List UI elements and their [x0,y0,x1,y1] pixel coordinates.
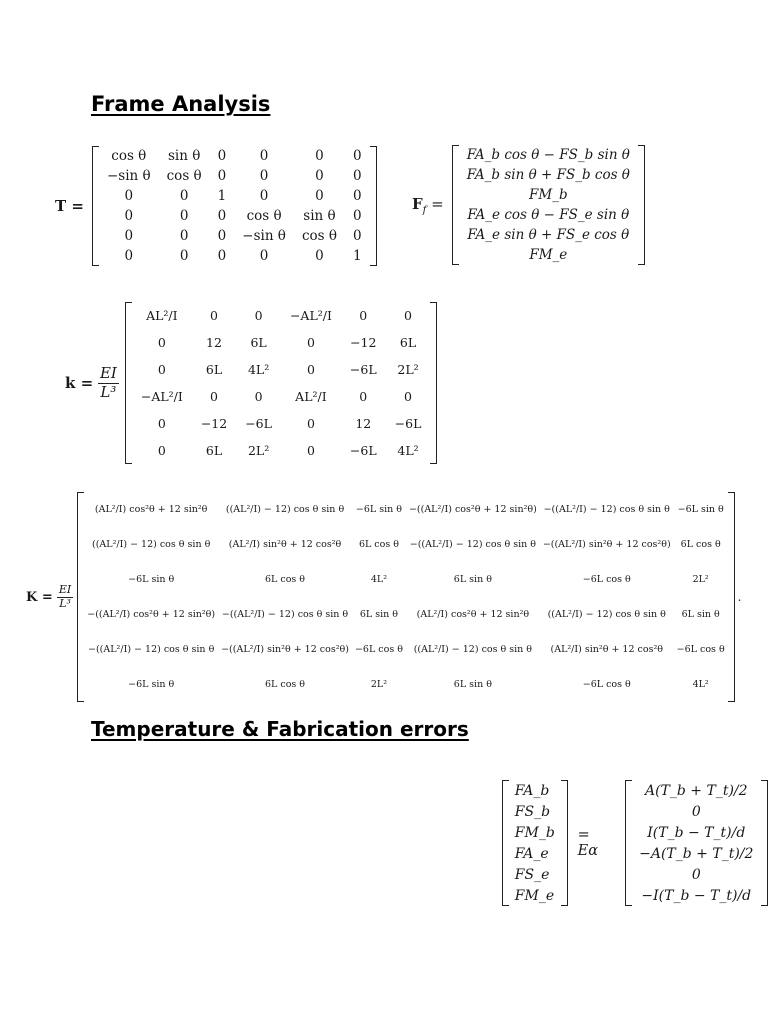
bracket-right [638,145,645,265]
matrix-cell: −6L cos θ [676,644,725,655]
equation-force-vector [412,145,645,265]
matrix-cell: −6L [394,416,422,431]
matrix-cell: 0 [217,148,227,164]
matrix-cell: 6L [205,443,223,458]
equation-lhs-Ff: $F_f$ = [412,194,444,216]
matrix-cell: 0 [259,248,269,264]
vector-temperature-rhs [625,780,768,906]
equation-temperature-fabrication [502,780,768,906]
matrix-cell: 12 [355,416,372,431]
matrix-cell: 0 [124,248,134,264]
matrix-cell: −sin θ [106,168,151,184]
equation-global-stiffness [26,492,742,702]
matrix-cell: 2L² [247,443,270,458]
equation-lhs-T: T = [55,197,84,215]
matrix-cell: −6L sin θ [128,574,175,585]
matrix-cell: 0 [157,443,166,458]
equation-transformation-matrix [55,146,377,266]
matrix-cell: −((AL²/I) − 12) cos θ sin θ [409,539,537,550]
matrix-cell: 0 [315,248,324,264]
matrix-cell: 0 [691,803,701,820]
matrix-cell: cos θ [166,168,202,184]
matrix-cell: 0 [352,168,362,184]
matrix-cell: FM_e [529,247,568,263]
matrix-cell: 1 [217,188,227,204]
matrix-k [125,302,438,464]
matrix-cell: 6L [399,335,417,350]
matrix-cell: 0 [306,362,315,377]
matrix-cell: −12 [200,416,228,431]
bracket-left [92,146,99,266]
matrix-cell: ((AL²/I) − 12) cos θ sin θ [413,644,533,655]
matrix-cell: −((AL²/I) cos²θ + 12 sin²θ) [408,504,537,515]
matrix-cell: ((AL²/I) − 12) cos θ sin θ [225,504,345,515]
matrix-cell: AL²/I [295,389,327,404]
matrix-cell: 0 [352,148,362,164]
matrix-cell: FA_e [514,845,549,862]
matrix-cell: 0 [217,208,227,224]
matrix-cell: sin θ [303,208,336,224]
matrix-cell: −6L [349,362,377,377]
matrix-cell: −I(T_b − T_t)/d [641,887,752,904]
matrix-cell: −6L sin θ [355,504,402,515]
matrix-cell: 6L cos θ [358,539,399,550]
bracket-right [761,780,767,906]
bracket-left [452,145,459,265]
matrix-cell: −AL²/I [289,308,332,323]
matrix-cell: −6L cos θ [582,574,631,585]
matrix-cell: I(T_b − T_t)/d [647,824,746,841]
matrix-cell: −6L [349,443,377,458]
matrix-cell: 0 [124,208,134,224]
matrix-cell: −6L cos θ [354,644,403,655]
equation-lhs-K: K = $\frac{EI}{\text{L³}}$ [26,582,72,610]
matrix-cell: 4L² [397,443,419,458]
matrix-cell: A(T_b + T_t)/2 [644,782,748,799]
matrix-cell: 6L [250,335,267,350]
matrix-cell: AL²/I [146,308,178,323]
matrix-cell: 4L² [692,679,709,690]
bracket-right [430,302,437,464]
matrix-cell: 0 [315,188,324,204]
matrix-cell: 6L sin θ [453,574,492,585]
matrix-cell: sin θ [167,148,201,164]
matrix-cell: 6L sin θ [453,679,492,690]
bracket-left [625,780,631,906]
matrix-cell: −((AL²/I) − 12) cos θ sin θ [543,504,670,515]
matrix-cell: 6L cos θ [265,679,306,690]
bracket-right [561,780,567,906]
matrix-cell: 0 [124,188,134,204]
matrix-cell: −12 [350,335,377,350]
equation-lhs-k: k = $\frac{EI}{\text{L³}}$ [65,364,117,401]
matrix-cell: 2L² [370,679,388,690]
equation-local-stiffness [65,302,437,464]
matrix-cell: 0 [404,389,412,404]
matrix-cell: 6L sin θ [681,609,720,620]
matrix-cell: 0 [217,168,227,184]
matrix-cell: 0 [315,148,324,164]
matrix-cell: (AL²/I) sin²θ + 12 cos²θ [550,644,663,655]
bracket-left [125,302,132,464]
matrix-cell: 0 [254,308,263,323]
matrix-cell: −((AL²/I) − 12) cos θ sin θ [88,644,215,655]
matrix-cell: cos θ [301,228,337,244]
matrix-cell: (AL²/I) cos²θ + 12 sin²θ [94,504,208,515]
matrix-cell: 0 [352,208,362,224]
matrix-cell: 0 [259,148,269,164]
matrix-cell: 0 [306,416,315,431]
matrix-cell: −6L sin θ [677,504,724,515]
matrix-cell: (AL²/I) cos²θ + 12 sin²θ [416,609,530,620]
matrix-cell: 0 [157,335,166,350]
matrix-cell: FM_b [514,824,555,841]
matrix-cell: −((AL²/I) cos²θ + 12 sin²θ) [87,609,216,620]
matrix-cell: FS_b [514,803,551,820]
matrix-cell: −((AL²/I) sin²θ + 12 cos²θ) [221,644,349,655]
matrix-cell: FM_e [514,887,555,904]
matrix-cell: 6L cos θ [680,539,721,550]
bracket-left [78,492,85,702]
matrix-cell: FA_b cos θ − FS_b sin θ [466,147,630,163]
matrix-K-trailing-period: . [737,590,742,604]
matrix-cell: FA_e cos θ − FS_e sin θ [467,207,630,223]
matrix-cell: −((AL²/I) − 12) cos θ sin θ [221,609,349,620]
matrix-cell: 0 [179,248,189,264]
matrix-cell: 0 [691,866,701,883]
matrix-cell: 0 [157,362,166,377]
matrix-cell: 0 [179,188,189,204]
vector-temperature-lhs [502,780,568,906]
bracket-right [370,146,377,266]
matrix-cell: 0 [217,228,227,244]
matrix-cell: 0 [254,389,263,404]
matrix-cell: −6L sin θ [128,679,175,690]
matrix-cell: 0 [306,335,315,350]
matrix-T [92,146,377,266]
matrix-cell: 2L² [397,362,419,377]
section-heading-temperature-errors: Temperature & Fabrication errors [91,717,469,741]
matrix-cell: 0 [210,308,218,323]
matrix-cell: FA_b [514,782,550,799]
matrix-cell: 0 [124,228,134,244]
matrix-cell: cos θ [246,208,282,224]
matrix-cell: 1 [352,248,362,264]
matrix-cell: 0 [179,208,189,224]
matrix-cell: 0 [352,228,362,244]
matrix-cell: (AL²/I) sin²θ + 12 cos²θ [228,539,342,550]
matrix-cell: 0 [259,188,269,204]
matrix-cell: FA_b sin θ + FS_b cos θ [466,167,630,183]
equation-mid-E-alpha: = Eα [577,827,599,859]
matrix-cell: FS_e [514,866,550,883]
matrix-cell: ((AL²/I) − 12) cos θ sin θ [92,539,211,550]
matrix-cell: 6L sin θ [359,609,399,620]
matrix-cell: 0 [306,443,315,458]
matrix-cell: 0 [359,308,368,323]
section-heading-frame-analysis: Frame Analysis [91,92,271,116]
matrix-cell: 0 [352,188,362,204]
matrix-cell: 2L² [692,574,709,585]
matrix-cell: cos θ [111,148,147,164]
matrix-cell: −A(T_b + T_t)/2 [639,845,754,862]
matrix-cell: ((AL²/I) − 12) cos θ sin θ [547,609,666,620]
matrix-cell: 12 [206,335,222,350]
matrix-cell: 0 [259,168,269,184]
matrix-cell: 0 [315,168,324,184]
matrix-cell: −6L [245,416,272,431]
matrix-cell: 0 [179,228,189,244]
bracket-left [503,780,509,906]
matrix-cell: 0 [217,248,227,264]
matrix-cell: −6L cos θ [582,679,631,690]
matrix-cell: −((AL²/I) sin²θ + 12 cos²θ) [542,539,671,550]
matrix-K [77,492,734,702]
matrix-cell: −AL²/I [140,389,183,404]
vector-Ff [452,145,645,265]
matrix-cell: FA_e sin θ + FS_e cos θ [467,227,630,243]
matrix-cell: 6L cos θ [265,574,306,585]
matrix-cell: 4L² [370,574,388,585]
matrix-cell: 6L [205,362,223,377]
matrix-cell: 0 [359,389,368,404]
matrix-cell: FM_b [529,187,568,203]
matrix-cell: 4L² [247,362,270,377]
matrix-cell: −sin θ [242,228,286,244]
matrix-cell: 0 [157,416,166,431]
matrix-cell: 0 [210,389,218,404]
bracket-right [728,492,735,702]
matrix-cell: 0 [404,308,412,323]
